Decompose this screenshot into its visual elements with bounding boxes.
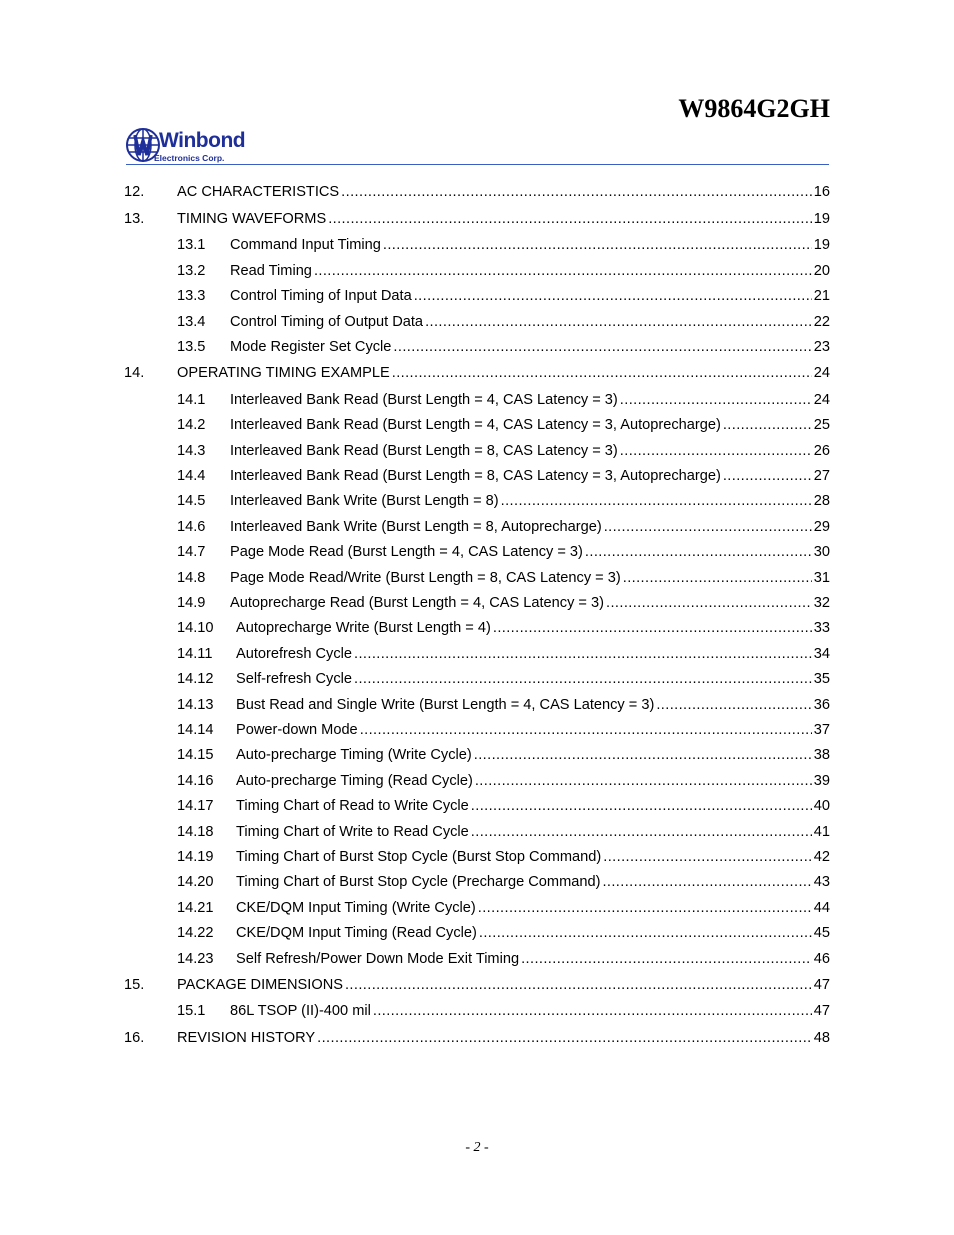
toc-entry-page: 24 [813, 365, 830, 381]
toc-dot-leader [392, 363, 812, 383]
toc-entry-body [236, 872, 830, 892]
toc-entry-body [230, 337, 830, 357]
toc-dot-leader [354, 644, 812, 664]
toc-entry-page: 20 [813, 263, 830, 279]
toc-entry-number: 15. [124, 977, 145, 993]
toc-entry-page: 22 [813, 314, 830, 330]
toc-entry-body [177, 182, 830, 202]
toc-entry-title: CKE/DQM Input Timing (Write Cycle) [236, 900, 476, 916]
toc-dot-leader [606, 593, 812, 613]
toc-entry-page: 47 [813, 977, 830, 993]
toc-entry-page: 35 [813, 671, 830, 687]
toc-dot-leader [314, 261, 812, 281]
toc-entry[interactable] [0, 415, 954, 435]
toc-entry-title: Self Refresh/Power Down Mode Exit Timing [236, 951, 520, 967]
toc-entry-title: Interleaved Bank Write (Burst Length = 8, Autoprecharge) [230, 519, 602, 535]
toc-entry-page: 38 [813, 747, 830, 763]
toc-entry-title: Auto-precharge Timing (Write Cycle) [236, 747, 472, 763]
toc-dot-leader [425, 312, 812, 332]
toc-entry-number: 14. [124, 365, 145, 381]
toc-entry[interactable] [0, 261, 954, 281]
toc-entry-number: 14.4 [177, 468, 206, 484]
toc-entry[interactable] [0, 949, 954, 969]
toc-dot-leader [414, 286, 812, 306]
toc-dot-leader [620, 441, 812, 461]
toc-entry-page: 47 [813, 1003, 830, 1019]
toc-entry-title: AC CHARACTERISTICS [177, 184, 340, 200]
toc-entry-page: 46 [813, 951, 830, 967]
toc-entry-body [236, 796, 830, 816]
toc-entry-body [236, 898, 830, 918]
toc-entry-number: 13.2 [177, 263, 206, 279]
toc-entry-page: 24 [813, 392, 830, 408]
toc-entry[interactable] [0, 390, 954, 410]
toc-entry-number: 14.12 [177, 671, 214, 687]
toc-entry[interactable] [0, 822, 954, 842]
header-rule [126, 164, 829, 165]
toc-dot-leader [354, 669, 812, 689]
toc-entry[interactable] [0, 312, 954, 332]
toc-entry-title: Bust Read and Single Write (Burst Length = 4, CAS Latency = 3) [236, 697, 655, 713]
toc-entry-page: 41 [813, 824, 830, 840]
toc-entry-title: Timing Chart of Burst Stop Cycle (Burst Stop Command) [236, 849, 602, 865]
toc-dot-leader [585, 542, 812, 562]
toc-entry-title: Auto-precharge Timing (Read Cycle) [236, 773, 473, 789]
toc-dot-leader [341, 182, 812, 202]
toc-entry-body [230, 441, 830, 461]
toc-entry-number: 14.16 [177, 773, 214, 789]
toc-entry-page: 28 [813, 493, 830, 509]
toc-entry-title: Interleaved Bank Read (Burst Length = 8, CAS Latency = 3) [230, 443, 618, 459]
toc-entry-title: Autorefresh Cycle [236, 646, 352, 662]
toc-entry-body [230, 542, 830, 562]
toc-entry[interactable] [0, 720, 954, 740]
toc-entry-number: 14.6 [177, 519, 206, 535]
toc-entry[interactable] [0, 209, 954, 229]
toc-entry-body [236, 847, 830, 867]
toc-dot-leader [475, 771, 812, 791]
toc-entry-title: Command Input Timing [230, 237, 381, 253]
toc-entry[interactable] [0, 644, 954, 664]
toc-dot-leader [317, 1028, 812, 1048]
toc-entry-title: Self-refresh Cycle [236, 671, 352, 687]
toc-entry-title: Control Timing of Output Data [230, 314, 424, 330]
toc-entry-page: 42 [813, 849, 830, 865]
toc-entry-body [177, 363, 830, 383]
toc-entry-title: Autoprecharge Write (Burst Length = 4) [236, 620, 491, 636]
toc-entry-number: 14.23 [177, 951, 214, 967]
toc-entry-title: Interleaved Bank Write (Burst Length = 8) [230, 493, 499, 509]
toc-entry[interactable] [0, 872, 954, 892]
toc-entry[interactable] [0, 771, 954, 791]
toc-entry-title: Control Timing of Input Data [230, 288, 412, 304]
toc-entry[interactable] [0, 923, 954, 943]
toc-entry[interactable] [0, 542, 954, 562]
toc-entry[interactable] [0, 363, 954, 383]
toc-entry-page: 37 [813, 722, 830, 738]
toc-entry[interactable] [0, 796, 954, 816]
toc-entry-number: 14.20 [177, 874, 214, 890]
toc-entry-body [236, 771, 830, 791]
toc-dot-leader [471, 822, 812, 842]
toc-dot-leader [328, 209, 812, 229]
toc-entry-page: 36 [813, 697, 830, 713]
toc-entry-number: 14.1 [177, 392, 206, 408]
toc-dot-leader [602, 872, 811, 892]
toc-entry-body [230, 415, 830, 435]
toc-entry-title: Interleaved Bank Read (Burst Length = 4, CAS Latency = 3) [230, 392, 618, 408]
toc-entry[interactable] [0, 337, 954, 357]
toc-entry-number: 14.13 [177, 697, 214, 713]
toc-entry[interactable] [0, 1001, 954, 1021]
toc-entry-title: Power-down Mode [236, 722, 358, 738]
toc-entry-number: 14.10 [177, 620, 214, 636]
toc-entry-page: 16 [813, 184, 830, 200]
toc-entry-page: 40 [813, 798, 830, 814]
toc-entry-page: 44 [813, 900, 830, 916]
toc-dot-leader [656, 695, 811, 715]
toc-entry-title: PACKAGE DIMENSIONS [177, 977, 343, 993]
toc-dot-leader [373, 1001, 812, 1021]
toc-dot-leader [521, 949, 812, 969]
toc-entry[interactable] [0, 669, 954, 689]
toc-entry-title: Read Timing [230, 263, 312, 279]
toc-entry-body [236, 644, 830, 664]
toc-entry[interactable] [0, 235, 954, 255]
toc-entry-title: 86L TSOP (II)-400 mil [230, 1003, 371, 1019]
toc-entry-page: 21 [813, 288, 830, 304]
toc-entry-number: 16. [124, 1030, 145, 1046]
toc-entry[interactable] [0, 898, 954, 918]
toc-dot-leader [345, 975, 812, 995]
toc-entry-number: 14.21 [177, 900, 214, 916]
toc-entry-body [230, 261, 830, 281]
toc-entry-body [236, 949, 830, 969]
toc-entry-number: 14.9 [177, 595, 206, 611]
toc-entry-title: Timing Chart of Write to Read Cycle [236, 824, 469, 840]
toc-entry-number: 14.2 [177, 417, 206, 433]
toc-entry-page: 27 [813, 468, 830, 484]
toc-entry[interactable] [0, 745, 954, 765]
toc-entry[interactable] [0, 491, 954, 511]
toc-entry-number: 14.14 [177, 722, 214, 738]
toc-entry-title: Interleaved Bank Read (Burst Length = 4, CAS Latency = 3, Autoprecharge) [230, 417, 721, 433]
toc-entry-body [236, 720, 830, 740]
toc-entry-body [177, 1028, 830, 1048]
toc-entry-number: 14.17 [177, 798, 214, 814]
toc-entry-title: Timing Chart of Burst Stop Cycle (Precharge Command) [236, 874, 601, 890]
toc-entry-page: 45 [813, 925, 830, 941]
toc-entry-page: 29 [813, 519, 830, 535]
toc-entry-page: 30 [813, 544, 830, 560]
toc-dot-leader [360, 720, 812, 740]
toc-entry-body [236, 822, 830, 842]
toc-entry-body [236, 618, 830, 638]
logo-wordmark: Winbond [159, 129, 246, 152]
toc-entry-body [230, 1001, 830, 1021]
toc-entry-page: 23 [813, 339, 830, 355]
toc-entry-body [230, 568, 830, 588]
document-title: W9864G2GH [678, 94, 830, 123]
toc-entry[interactable] [0, 618, 954, 638]
toc-entry-page: 19 [813, 237, 830, 253]
toc-entry-number: 13. [124, 211, 145, 227]
toc-entry[interactable] [0, 286, 954, 306]
toc-entry[interactable] [0, 466, 954, 486]
toc-entry-number: 13.3 [177, 288, 206, 304]
toc-entry-title: OPERATING TIMING EXAMPLE [177, 365, 390, 381]
winbond-logo [126, 126, 266, 166]
toc-entry-title: Interleaved Bank Read (Burst Length = 8, CAS Latency = 3, Autoprecharge) [230, 468, 721, 484]
toc-entry-page: 33 [813, 620, 830, 636]
toc-entry-page: 34 [813, 646, 830, 662]
toc-entry-page: 31 [813, 570, 830, 586]
toc-entry-number: 13.1 [177, 237, 206, 253]
toc-entry-number: 14.5 [177, 493, 206, 509]
toc-entry[interactable] [0, 695, 954, 715]
toc-entry-title: Page Mode Read/Write (Burst Length = 8, CAS Latency = 3) [230, 570, 621, 586]
toc-entry[interactable] [0, 847, 954, 867]
toc-entry-number: 14.19 [177, 849, 214, 865]
page-number: - 2 - [465, 1140, 489, 1155]
toc-entry-body [177, 975, 830, 995]
toc-entry-title: Autoprecharge Read (Burst Length = 4, CAS Latency = 3) [230, 595, 604, 611]
toc-entry[interactable] [0, 975, 954, 995]
toc-entry-title: Page Mode Read (Burst Length = 4, CAS Latency = 3) [230, 544, 583, 560]
toc-dot-leader [723, 415, 812, 435]
toc-entry-title: TIMING WAVEFORMS [177, 211, 327, 227]
toc-entry-body [236, 923, 830, 943]
toc-entry-page: 32 [813, 595, 830, 611]
toc-entry-body [230, 286, 830, 306]
toc-entry-body [230, 312, 830, 332]
toc-entry-body [230, 390, 830, 410]
toc-entry[interactable] [0, 1028, 954, 1048]
toc-entry-body [230, 593, 830, 613]
toc-entry-number: 12. [124, 184, 145, 200]
toc-entry[interactable] [0, 568, 954, 588]
toc-entry-page: 43 [813, 874, 830, 890]
toc-entry-number: 14.8 [177, 570, 206, 586]
toc-dot-leader [623, 568, 812, 588]
toc-entry-body [230, 235, 830, 255]
logo-subtitle: Electronics Corp. [154, 153, 225, 163]
toc-dot-leader [479, 923, 812, 943]
toc-entry[interactable] [0, 182, 954, 202]
toc-entry-body [236, 745, 830, 765]
toc-dot-leader [620, 390, 812, 410]
toc-entry-page: 25 [813, 417, 830, 433]
toc-entry-page: 19 [813, 211, 830, 227]
toc-dot-leader [723, 466, 812, 486]
toc-entry-number: 14.7 [177, 544, 206, 560]
toc-dot-leader [478, 898, 812, 918]
toc-entry-number: 15.1 [177, 1003, 206, 1019]
toc-dot-leader [603, 847, 812, 867]
toc-dot-leader [493, 618, 812, 638]
toc-entry-body [230, 517, 830, 537]
toc-entry-number: 13.5 [177, 339, 206, 355]
toc-entry-page: 48 [813, 1030, 830, 1046]
toc-entry-body [236, 695, 830, 715]
toc-dot-leader [471, 796, 812, 816]
toc-dot-leader [383, 235, 812, 255]
toc-entry-number: 14.18 [177, 824, 214, 840]
toc-dot-leader [474, 745, 812, 765]
toc-entry-number: 13.4 [177, 314, 206, 330]
toc-entry-title: REVISION HISTORY [177, 1030, 316, 1046]
toc-entry-number: 14.15 [177, 747, 214, 763]
toc-entry-body [230, 466, 830, 486]
toc-entry-number: 14.11 [177, 646, 213, 662]
toc-entry-title: Timing Chart of Read to Write Cycle [236, 798, 469, 814]
toc-entry-number: 14.3 [177, 443, 206, 459]
toc-entry-title: Mode Register Set Cycle [230, 339, 392, 355]
toc-entry-body [177, 209, 830, 229]
toc-entry-title: CKE/DQM Input Timing (Read Cycle) [236, 925, 477, 941]
toc-entry-page: 39 [813, 773, 830, 789]
toc-entry-body [230, 491, 830, 511]
toc-dot-leader [501, 491, 812, 511]
toc-entry[interactable] [0, 593, 954, 613]
toc-dot-leader [604, 517, 812, 537]
toc-entry[interactable] [0, 441, 954, 461]
toc-entry-body [236, 669, 830, 689]
toc-entry[interactable] [0, 517, 954, 537]
toc-entry-number: 14.22 [177, 925, 214, 941]
toc-dot-leader [393, 337, 811, 357]
toc-entry-page: 26 [813, 443, 830, 459]
